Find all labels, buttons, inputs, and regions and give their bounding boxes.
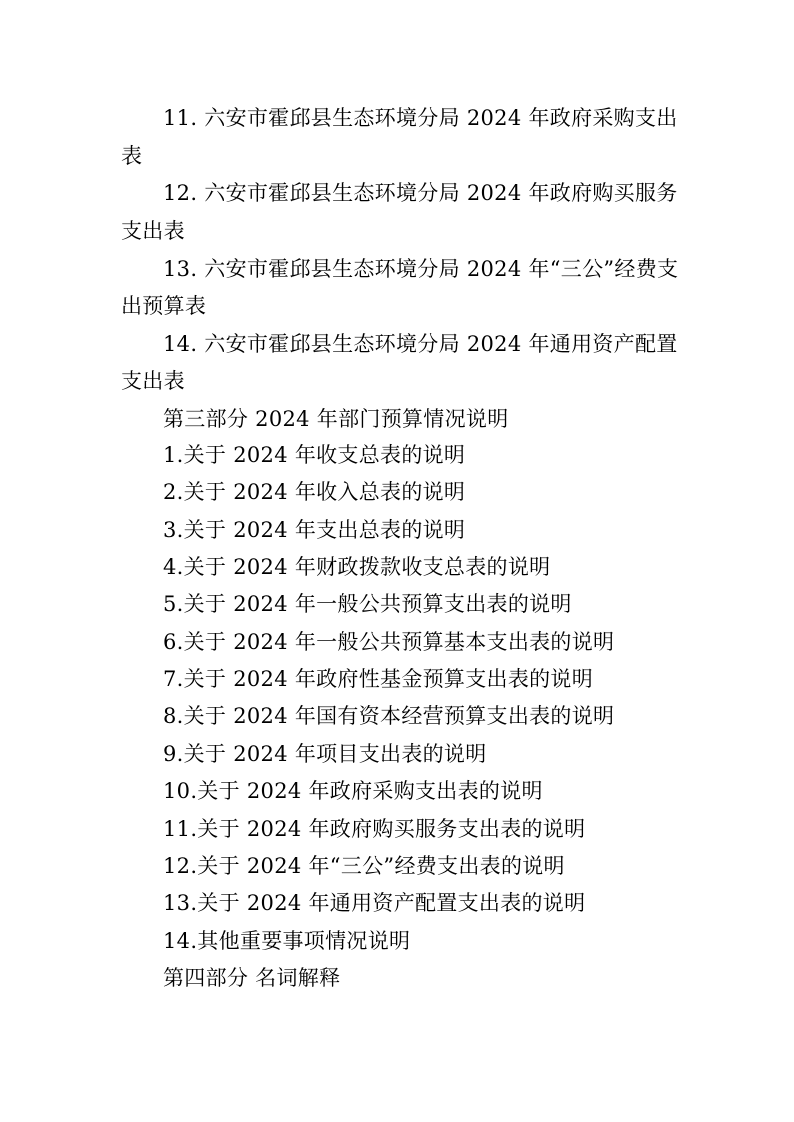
part3-item: 8.关于 2024 年国有资本经营预算支出表的说明 <box>163 704 615 728</box>
part3-item: 4.关于 2024 年财政拨款收支总表的说明 <box>163 555 551 579</box>
toc-item-11-line1: 11. 六安市霍邱县生态环境分局 2024 年政府采购支出 <box>163 106 678 130</box>
toc-item-14-line2: 支出表 <box>121 369 185 393</box>
part3-item: 6.关于 2024 年一般公共预算基本支出表的说明 <box>163 630 615 654</box>
toc-item-11-line2: 表 <box>121 144 143 168</box>
part3-item: 11.关于 2024 年政府购买服务支出表的说明 <box>163 817 586 841</box>
toc-item-12-line2: 支出表 <box>121 219 185 243</box>
toc-item-13-line1: 13. 六安市霍邱县生态环境分局 2024 年“三公”经费支 <box>163 257 679 281</box>
part3-item: 3.关于 2024 年支出总表的说明 <box>163 518 466 542</box>
part3-item: 14.其他重要事项情况说明 <box>163 929 411 953</box>
toc-item-12-line1: 12. 六安市霍邱县生态环境分局 2024 年政府购买服务 <box>163 181 678 205</box>
part3-item: 13.关于 2024 年通用资产配置支出表的说明 <box>163 891 586 915</box>
part3-item: 2.关于 2024 年收入总表的说明 <box>163 480 466 504</box>
part3-item: 5.关于 2024 年一般公共预算支出表的说明 <box>163 592 572 616</box>
part3-item: 9.关于 2024 年项目支出表的说明 <box>163 742 487 766</box>
part3-item: 7.关于 2024 年政府性基金预算支出表的说明 <box>163 667 594 691</box>
part3-item: 12.关于 2024 年“三公”经费支出表的说明 <box>163 854 565 878</box>
toc-item-13-line2: 出预算表 <box>121 294 207 318</box>
part3-item: 10.关于 2024 年政府采购支出表的说明 <box>163 779 543 803</box>
part4-heading: 第四部分 名词解释 <box>163 966 341 990</box>
toc-item-14-line1: 14. 六安市霍邱县生态环境分局 2024 年通用资产配置 <box>163 332 678 356</box>
part3-heading: 第三部分 2024 年部门预算情况说明 <box>163 407 509 431</box>
part3-item: 1.关于 2024 年收支总表的说明 <box>163 443 466 467</box>
